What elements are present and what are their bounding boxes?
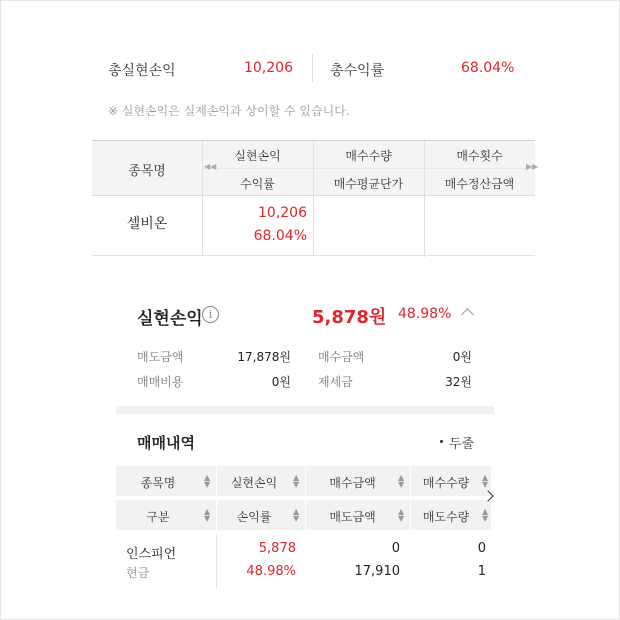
stock-name[interactable]: 셀비온 (126, 216, 168, 232)
sell-amount-value: 17,878원 (237, 350, 291, 364)
history-buy-qty: 0 (477, 541, 486, 556)
sort-icon[interactable]: ▲ ▼ (398, 473, 405, 489)
return-value: 68.04% (253, 228, 307, 244)
sort-icon[interactable]: ▲ ▼ (204, 473, 211, 489)
buy-amount-label: 매수금액 (318, 350, 365, 364)
row-divider (202, 168, 535, 169)
total-realized-label: 총실현손익 (108, 63, 176, 79)
disclaimer-note: ※ 실현손익은 실제손익과 상이할 수 있습니다. (108, 104, 350, 118)
total-return-value: 68.04% (461, 60, 515, 76)
col-sell-amount[interactable]: 매도금액 (329, 510, 376, 524)
col-buy-qty: 매수수량 (345, 149, 392, 163)
col-avg-price: 매수평균단가 (333, 177, 404, 191)
tax-value: 32원 (445, 375, 472, 389)
realized-value: 10,206 (258, 205, 307, 221)
sort-icon[interactable]: ▲ ▼ (398, 507, 405, 523)
history-realized: 5,878 (258, 541, 296, 556)
total-realized-value: 10,206 (244, 60, 293, 76)
info-icon[interactable]: i (202, 306, 219, 323)
col-type[interactable]: 구분 (146, 510, 170, 524)
col-buy-amount[interactable]: 매수금액 (329, 476, 376, 490)
history-table[interactable] (116, 466, 491, 588)
history-sell-amount: 17,910 (354, 564, 400, 579)
total-return-label: 총수익률 (330, 63, 385, 79)
col-realized[interactable]: 실현손익 (230, 476, 278, 490)
col-realized: 실현손익 (234, 149, 281, 163)
tax-label: 제세금 (318, 375, 353, 389)
two-line-toggle[interactable]: 두줄 (449, 437, 475, 452)
realized-amount: 5,878원 (312, 307, 387, 328)
scroll-right-icon[interactable]: ▶▶ (526, 162, 539, 171)
row-divider (92, 195, 535, 196)
summary-divider (312, 54, 313, 82)
total-summary (108, 60, 520, 82)
sell-amount-label: 매도금액 (137, 350, 184, 364)
buy-amount-value: 0원 (452, 350, 472, 364)
sort-icon[interactable]: ▲ ▼ (293, 473, 300, 489)
col-return[interactable]: 손익률 (236, 510, 272, 524)
history-title: 매매내역 (137, 434, 195, 452)
col-buy-count: 매수횟수 (456, 149, 503, 163)
dot-icon (440, 440, 443, 443)
col-stock-name: 종목명 (128, 164, 166, 179)
sort-icon[interactable]: ▲ ▼ (482, 507, 489, 523)
realized-title: 실현손익 (137, 309, 203, 329)
history-return: 48.98% (246, 564, 296, 579)
col-return: 수익률 (240, 177, 275, 191)
history-sell-qty: 1 (477, 564, 486, 579)
trade-cost-value: 0원 (271, 375, 291, 389)
history-stock-name[interactable]: 인스피언 (126, 547, 177, 562)
col-buy-settle: 매수정산금액 (444, 177, 515, 191)
sort-icon[interactable]: ▲ ▼ (293, 507, 300, 523)
history-type: 현금 (126, 566, 150, 580)
col-buy-qty[interactable]: 매수수량 (422, 476, 470, 490)
stock-summary-table[interactable] (92, 140, 539, 256)
section-divider (116, 406, 494, 414)
scroll-left-icon[interactable]: ◀◀ (204, 162, 217, 171)
sort-icon[interactable]: ▲ ▼ (204, 507, 211, 523)
col-sell-qty[interactable]: 매도수량 (422, 510, 470, 524)
col-stock-name[interactable]: 종목명 (140, 476, 176, 490)
history-buy-amount: 0 (391, 541, 400, 556)
sort-icon[interactable]: ▲ ▼ (482, 473, 489, 489)
realized-percent: 48.98% (398, 306, 452, 322)
trade-cost-label: 매매비용 (137, 375, 184, 389)
